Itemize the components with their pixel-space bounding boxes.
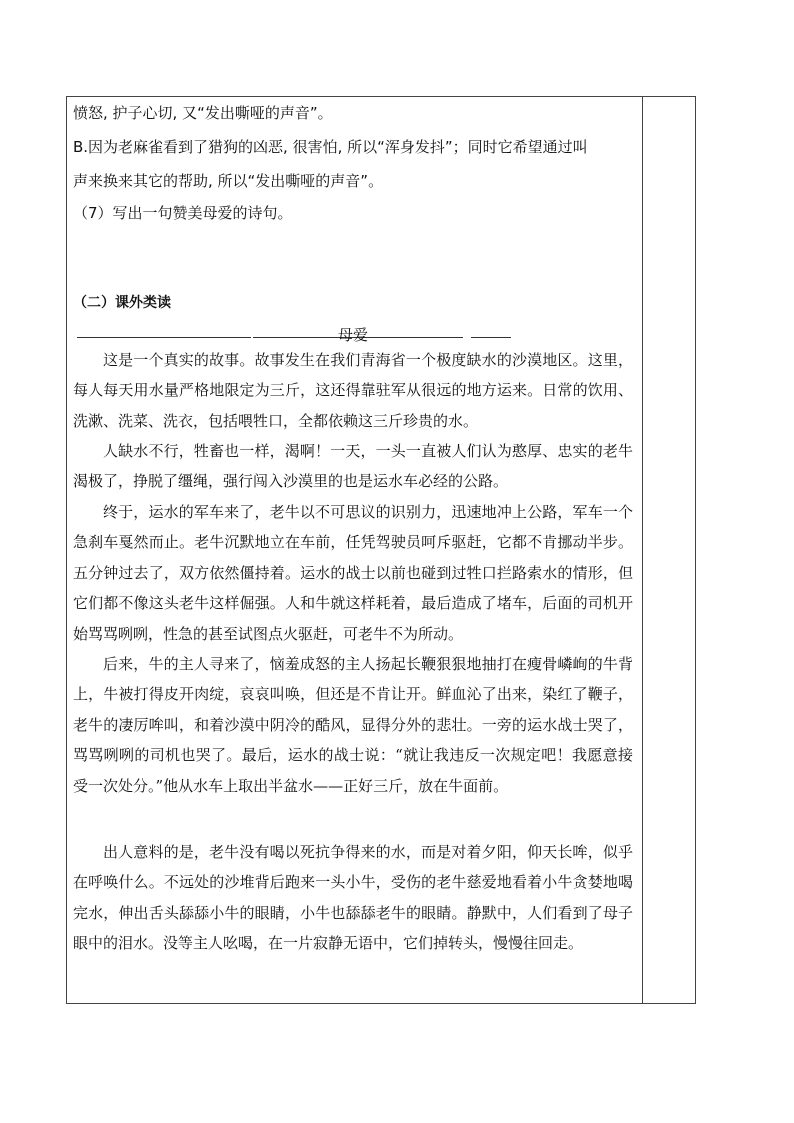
paragraph-4: 后来，牛的主人寻来了，恼羞成怒的主人扬起长鞭狠狠地抽打在瘦骨嶙峋的牛背上，牛被打得皮开肉绽，哀哀叫唤，但还是不肯让开。鲜血沁了出来，染红了鞭子，老牛的凄厉哞叫，和着沙漠中阴冷的酷风，显得分外的悲壮。一旁的运水战士哭了，骂骂咧咧的司机也哭了。最后，运水的战士说：“就让我违反一次规定吧！我愿意接受一次处分。”他从水车上取出半盆水——正好三斤，放在牛面前。 [73, 655, 633, 795]
section-heading: （二）课外类读 [73, 295, 171, 311]
paragraph-2: 人缺水不行，牲畜也一样，渴啊！一天，一头一直被人们认为憨厚、忠实的老牛渴极了，挣脱了缰绳，强行闯入沙漠里的也是运水车必经的公路。 [73, 442, 633, 491]
answer-line-2: B.因为老麻雀看到了猎狗的凶恶, 很害怕, 所以“浑身发抖”；同时它希望通过叫 [73, 138, 588, 156]
answer-line-3: 声来换来其它的帮助, 所以“发出嘶哑的声音”。 [73, 172, 384, 190]
paragraph-1: 这是一个真实的故事。故事发生在我们青海省一个极度缺水的沙漠地区。这里，每人每天用水量严格地限定为三斤，这还得靠驻军从很远的地方运来。日常的饮用、洗漱、洗菜、洗衣，包括喂牲口，全都依赖这三斤珍贵的水。 [73, 351, 633, 430]
table-column-divider [642, 97, 643, 1003]
paragraph-3: 终于，运水的军车来了，老牛以不可思议的识别力，迅速地冲上公路，军车一个急刹车戛然而止。老牛沉默地立在车前，任凭驾驶员呵斥驱赶，它都不肯挪动半步。五分钟过去了，双方依然僵持着。运水的战士以前也碰到过牲口拦路索水的情形，但它们都不像这头老牛这样倔强。人和牛就这样耗着，最后造成了堵车，后面的司机开始骂骂咧咧，性急的甚至试图点火驱赶，可老牛不为所动。 [73, 503, 633, 643]
question-7: （7）写出一句赞美母爱的诗句。 [73, 204, 293, 222]
answer-line-1: 愤怒, 护子心切, 又“发出嘶哑的声音”。 [73, 104, 333, 122]
paragraph-5: 出人意料的是，老牛没有喝以死抗争得来的水，而是对着夕阳，仰天长哞，似乎在呼唤什么。不远处的沙堆背后跑来一头小牛，受伤的老牛慈爱地看着小牛贪婪地喝完水，伸出舌头舔舔小牛的眼睛，小牛也舔舔老牛的眼睛。静默中，人们看到了母子眼中的泪水。没等主人吆喝，在一片寂静无语中，它们掉转头，慢慢往回走。 [73, 843, 633, 953]
passage-title: 母爱 [337, 326, 368, 344]
document-table [66, 96, 696, 1004]
